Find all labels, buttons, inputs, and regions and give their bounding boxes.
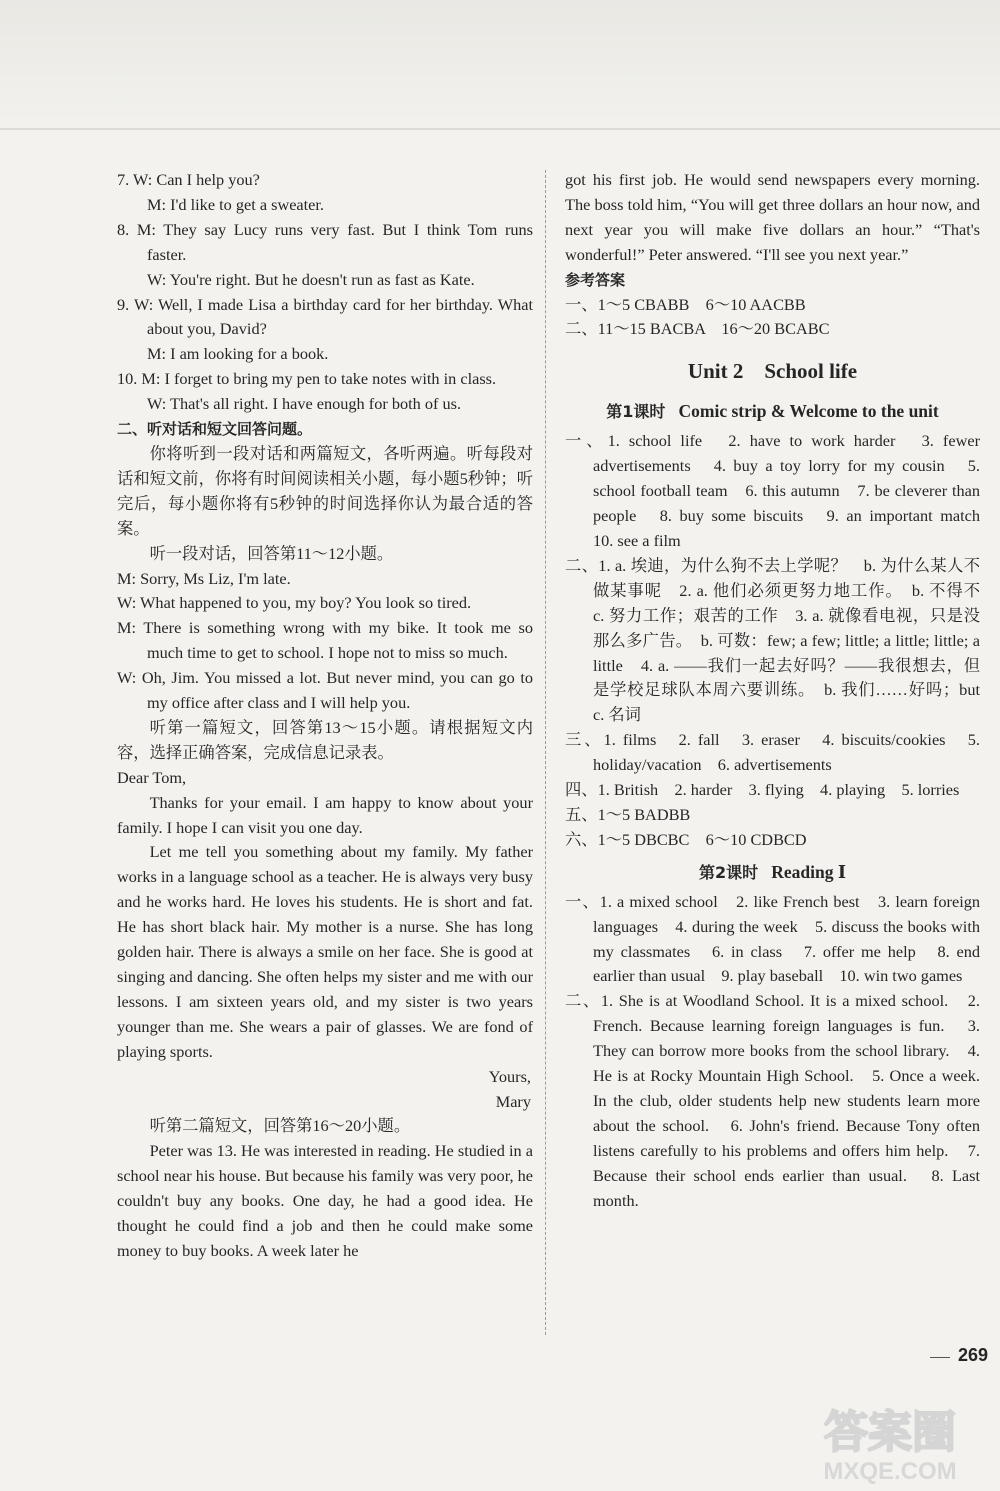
letter-paragraph-2: Let me tell you something about my family. My father works in a language school as a teacher. He is always very busy and he works hard. He loves his students. He is short and fat. He has short black hair. My mother is a nurse. She has long golden hair. There is always a smile on her face. She is good at singing and dancing. She often helps my sister and me with our lessons. I am sixteen years old, and my sister is two years younger than me. She wears a pair of glasses. We are fond of playing sports.: [117, 842, 533, 1061]
lesson-1-part-3: 三、1. films 2. fall 3. eraser 4. biscuits/cookies 5. holiday/vacation 6. advertisements: [565, 730, 980, 775]
top-rule: [0, 128, 1000, 130]
passage-2-text: Peter was 13. He was interested in reading. He studied in a school near his house. But because his family was very poor, he couldn't buy any books. One day, he had a good idea. He thought he could find a job and then he could make some money to buy books. A week later he: [117, 1141, 533, 1260]
unit-title: Unit 2 School life: [687, 359, 858, 384]
item-9-w: 9. W: Well, I made Lisa a birthday card for her birthday. What about you, David?: [117, 294, 533, 339]
item-9-m: M: I am looking for a book.: [147, 344, 329, 364]
left-column: [117, 168, 533, 1264]
page-number-dash: [930, 1357, 950, 1358]
answer-key-part-2: 二、11～15 BACBA 16～20 BCABC: [565, 319, 830, 339]
item-10-m: 10. M: I forget to bring my pen to take notes with in class.: [117, 369, 497, 389]
top-margin-shade: [0, 0, 1000, 135]
lesson-1-title: [565, 398, 980, 425]
letter-closing: Yours,: [488, 1066, 531, 1086]
watermark-url: MXQE.COM: [823, 1458, 957, 1485]
page-number: 269: [958, 1345, 989, 1365]
dialogue-line-4: W: Oh, Jim. You missed a lot. But never mind, you can go to my office after class and I will help you.: [117, 668, 533, 713]
lesson-1-part-4: 四、1. British 2. harder 3. flying 4. playing 5. lorries: [565, 780, 960, 800]
passage-2-heading: 听第二篇短文，回答第16～20小题。: [149, 1116, 411, 1136]
letter-paragraph-1: Thanks for your email. I am happy to know about your family. I hope I can visit you one day.: [117, 792, 533, 837]
lesson-2-part-1: 一、1. a mixed school 2. like French best 3. learn foreign languages 4. during the week 5. discuss the books with my classmates 6. in class 7. offer me help 8. end earlier than usual 9. play baseball 10. win two games: [565, 891, 980, 986]
watermark-text: 答案圈: [824, 1407, 956, 1458]
right-column: [565, 168, 997, 1214]
lesson-1-part-5: 五、1～5 BADBB: [565, 804, 691, 824]
lesson-1-part-6: 六、1～5 DBCBC 6～10 CDBCD: [565, 829, 807, 849]
item-8-w: W: You're right. But he doesn't run as fast as Kate.: [147, 269, 475, 289]
dialogue-line-2: W: What happened to you, my boy? You look so tired.: [117, 593, 472, 613]
lesson-2-number: 第2课时: [698, 862, 759, 882]
dialogue-line-3: M: There is something wrong with my bike. It took me so much time to get to school. I hope not to miss so much.: [117, 618, 533, 663]
answer-key-part-1: 一、1～5 CBABB 6～10 AACBB: [565, 294, 806, 314]
section-2-heading: 二、听对话和短文回答问题。: [117, 420, 313, 439]
passage-2-continued: got his first job. He would send newspapers every morning. The boss told him, “You will get three dollars an hour now, and next year you will make five dollars an hour.” “That's wonderful!” Peter answered. “I'll see you next year.”: [565, 170, 980, 264]
dialogue-line-1: M: Sorry, Ms Liz, I'm late.: [117, 568, 291, 588]
section-2-intro: 你将听到一段对话和两篇短文，各听两遍。听每段对话和短文前，你将有时间阅读相关小题，每小题5秒钟；听完后，每小题你将有5秒钟的时间选择你认为最合适的答案。: [117, 443, 533, 538]
item-8-m: 8. M: They say Lucy runs very fast. But I think Tom runs faster.: [117, 219, 533, 264]
watermark-logo: [790, 1395, 990, 1487]
lesson-2-title: [565, 859, 980, 886]
passage-1-heading: 听第一篇短文，回答第13～15小题。请根据短文内容，选择正确答案，完成信息记录表。: [117, 717, 533, 762]
dialogue-heading: 听一段对话，回答第11～12小题。: [149, 543, 394, 563]
lesson-2-part-2: 二、1. She is at Woodland School. It is a mixed school. 2. French. Because learning foreign languages is fun. 3. They can borrow more books from the school library. 4. He is at Rocky Mountain High School. 5. Once a week. In the club, older students help new students learn more about the school. 6. John's friend. Because Tony often listens carefully to his problems and offers him help. 7. Because their school ends earlier than usual. 8. Last month.: [565, 991, 980, 1210]
item-7-m: M: I'd like to get a sweater.: [147, 194, 325, 214]
lesson-1-part-2: 二、1. a. 埃迪，为什么狗不去上学呢？ b. 为什么某人不做某事呢 2. a. 他们必须更努力地工作。 b. 不得不 c. 努力工作；艰苦的工作 3. a. 就像看电视，只是没那么多广告。 b. 可数：few; a few; little; a little; little; a little 4. a. ——我们一起去好吗？——我很想去，但是学校足球队本周六要训练。 b. 我们……好吗；but c. 名词: [565, 555, 997, 725]
item-10-w: W: That's all right. I have enough for both of us.: [147, 394, 462, 414]
lesson-1-name: Comic strip & Welcome to the unit: [678, 401, 939, 422]
lesson-2-name: Reading Ⅰ: [771, 861, 847, 882]
lesson-1-part-1: 一、1. school life 2. have to work harder 3. fewer advertisements 4. buy a toy lorry for my cousin 5. school football team 6. this autumn 7. be cleverer than people 8. buy some biscuits 9. an important match 10. see a film: [565, 431, 997, 550]
answer-key-heading: 参考答案: [565, 270, 626, 289]
letter-signature: Mary: [495, 1091, 531, 1111]
lesson-1-number: 第1课时: [606, 402, 666, 422]
column-divider: [545, 170, 546, 1335]
letter-salutation: Dear Tom,: [117, 767, 187, 787]
item-7-w: 7. W: Can I help you?: [117, 170, 260, 189]
